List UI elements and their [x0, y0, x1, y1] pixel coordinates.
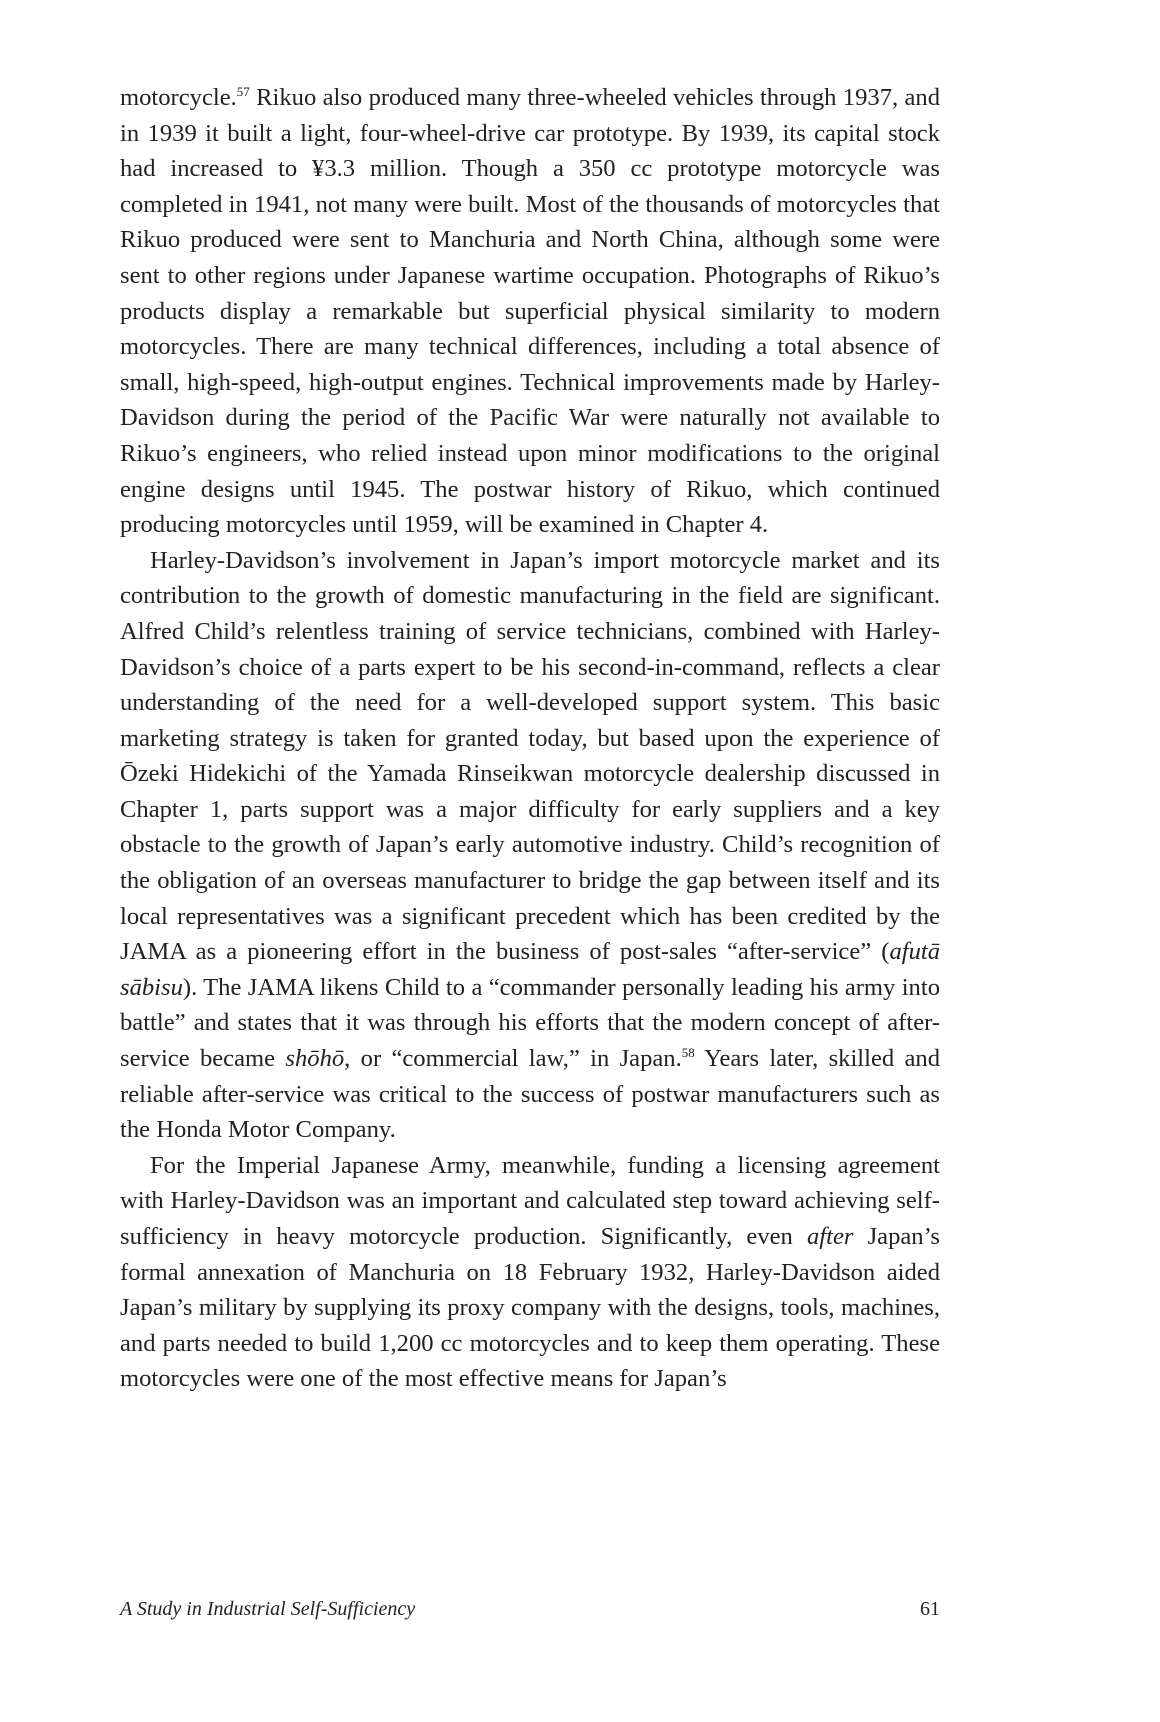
text-run: ). The JAMA likens Child to a “commander personally leading his army into battle” and states that it was through his efforts that the modern concept of after-service became	[120, 973, 940, 1073]
text-run: Harley-Davidson’s involvement in Japan’s import motorcycle market and its contribution to the growth of domestic manufacturing in the field are significant. Alfred Child’s relentless training of service technicians, combined with Harley-Davidson’s choice of a parts expert to be his second-in-command, reflects a clear understanding of the need for a well-developed support system. This basic marketing strategy is taken for granted today, but based upon the experience of Ōzeki Hidekichi of the Yamada Rinseikwan motorcycle dealership discussed in Chapter 1, parts support was a major difficulty for early suppliers and a key obstacle to the growth of Japan’s early automotive industry. Child’s recognition of the obligation of an overseas manufacturer to bridge the gap between itself and its local representatives was a significant precedent which has been credited by the JAMA as a pioneering effort in the business of post-sales “after-service” (	[120, 546, 940, 966]
paragraph	[120, 543, 940, 1148]
text-run: motorcycle.	[120, 84, 237, 111]
italic-term: after	[807, 1223, 854, 1250]
footnote-ref: 57	[236, 84, 250, 99]
text-run: For the Imperial Japanese Army, meanwhile, funding a licensing agreement with Harley-Davidson was an important and calculated step toward achieving self-sufficiency in heavy motorcycle production. Significantly, even	[120, 1151, 940, 1250]
text-run: , or “commercial law,” in Japan.	[344, 1045, 682, 1073]
footnote-ref: 58	[681, 1045, 695, 1061]
italic-term: afutā sābisu	[120, 938, 940, 1001]
body-text	[120, 80, 940, 1397]
paragraph	[120, 1148, 940, 1397]
page-number: 61	[920, 1598, 940, 1620]
running-title: A Study in Industrial Self-Sufficiency	[120, 1598, 416, 1620]
text-run: Rikuo also produced many three-wheeled vehicles through 1937, and in 1939 it built a light, four-wheel-drive car prototype. By 1939, its capital stock had increased to ¥3.3 million. Though a 350 cc prototype motorcycle was completed in 1941, not many were built. Most of the thousands of motorcycles that Rikuo produced were sent to Manchuria and North China, although some were sent to other regions under Japanese wartime occupation. Photographs of Rikuo’s products display a remarkable but superficial physical similarity to modern motorcycles. There are many technical differences, including a total absence of small, high-speed, high-output engines. Technical improvements made by Harley-Davidson during the period of the Pacific War were naturally not available to Rikuo’s engineers, who relied instead upon minor modifications to the original engine designs until 1945. The postwar history of Rikuo, which continued producing motorcycles until 1959, will be examined in Chapter 4.	[120, 84, 940, 539]
paragraph	[120, 80, 940, 543]
text-run: Japan’s formal annexation of Manchuria on 18 February 1932, Harley-Davidson aided Japan’s military by supplying its proxy company with the designs, tools, machines, and parts needed to build 1,200 cc motorcycles and to keep them operating. These motorcycles were one of the most effective means for Japan’s	[120, 1223, 940, 1393]
italic-term: shōhō	[285, 1045, 345, 1073]
text-run: Years later, skilled and reliable after-service was critical to the success of postwar manufacturers such as the Honda Motor Company.	[120, 1045, 940, 1144]
